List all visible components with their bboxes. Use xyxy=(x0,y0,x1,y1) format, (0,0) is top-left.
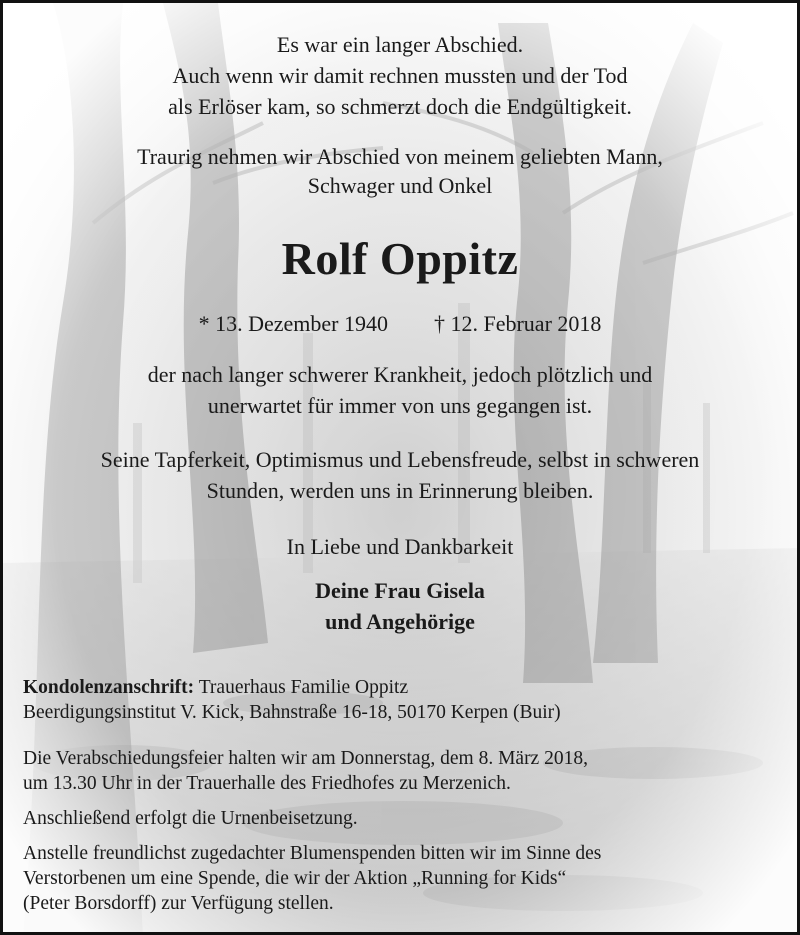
intro-line-2: Auch wenn wir damit rechnen mussten und der Tod xyxy=(172,63,628,88)
intro-line-3: als Erlöser kam, so schmerzt doch die Endgültigkeit. xyxy=(168,94,632,119)
announcement-line-1: Traurig nehmen wir Abschied von meinem geliebten Mann, xyxy=(137,144,663,169)
life-dates xyxy=(3,308,797,339)
deceased-name: Rolf Oppitz xyxy=(281,233,519,284)
signatory-line-2: und Angehörige xyxy=(325,609,475,634)
obituary-text xyxy=(3,3,797,932)
passing-line-1: der nach langer schwerer Krankheit, jedoch plötzlich und xyxy=(147,362,653,387)
burial-note: Anschließend erfolgt die Urnenbeisetzung. xyxy=(23,808,358,829)
tribute-line-2: Stunden, werden uns in Erinnerung bleiben. xyxy=(206,478,594,503)
donation-line-3: (Peter Borsdorff) zur Verfügung stellen. xyxy=(23,893,334,914)
closing-phrase: In Liebe und Dankbarkeit xyxy=(286,534,514,559)
announcement-line-2: Schwager und Onkel xyxy=(307,173,493,198)
ceremony-line-1: Die Verabschiedungsfeier halten wir am Donnerstag, dem 8. März 2018, xyxy=(23,748,588,769)
passing-line-2: unerwartet für immer von uns gegangen ist. xyxy=(207,393,593,418)
funeral-home-address: Beerdigungsinstitut V. Kick, Bahnstraße 16-18, 50170 Kerpen (Buir) xyxy=(23,702,561,723)
birth-date: * 13. Dezember 1940 xyxy=(198,311,388,336)
condolence-address xyxy=(23,675,783,700)
tribute-line-1: Seine Tapferkeit, Optimismus und Lebensfreude, selbst in schweren xyxy=(100,447,700,472)
donation-line-1: Anstelle freundlichst zugedachter Blumenspenden bitten wir im Sinne des xyxy=(23,843,602,864)
death-date: † 12. Februar 2018 xyxy=(433,311,602,336)
ceremony-line-2: um 13.30 Uhr in der Trauerhalle des Friedhofes zu Merzenich. xyxy=(23,773,511,794)
intro-line-1: Es war ein langer Abschied. xyxy=(276,32,524,57)
signatory-line-1: Deine Frau Gisela xyxy=(315,578,485,603)
donation-line-2: Verstorbenen um eine Spende, die wir der Aktion „Running for Kids“ xyxy=(23,868,567,889)
condolence-label: Kondolenzanschrift: xyxy=(23,677,195,698)
condolence-recipient: Trauerhaus Familie Oppitz xyxy=(198,677,409,698)
